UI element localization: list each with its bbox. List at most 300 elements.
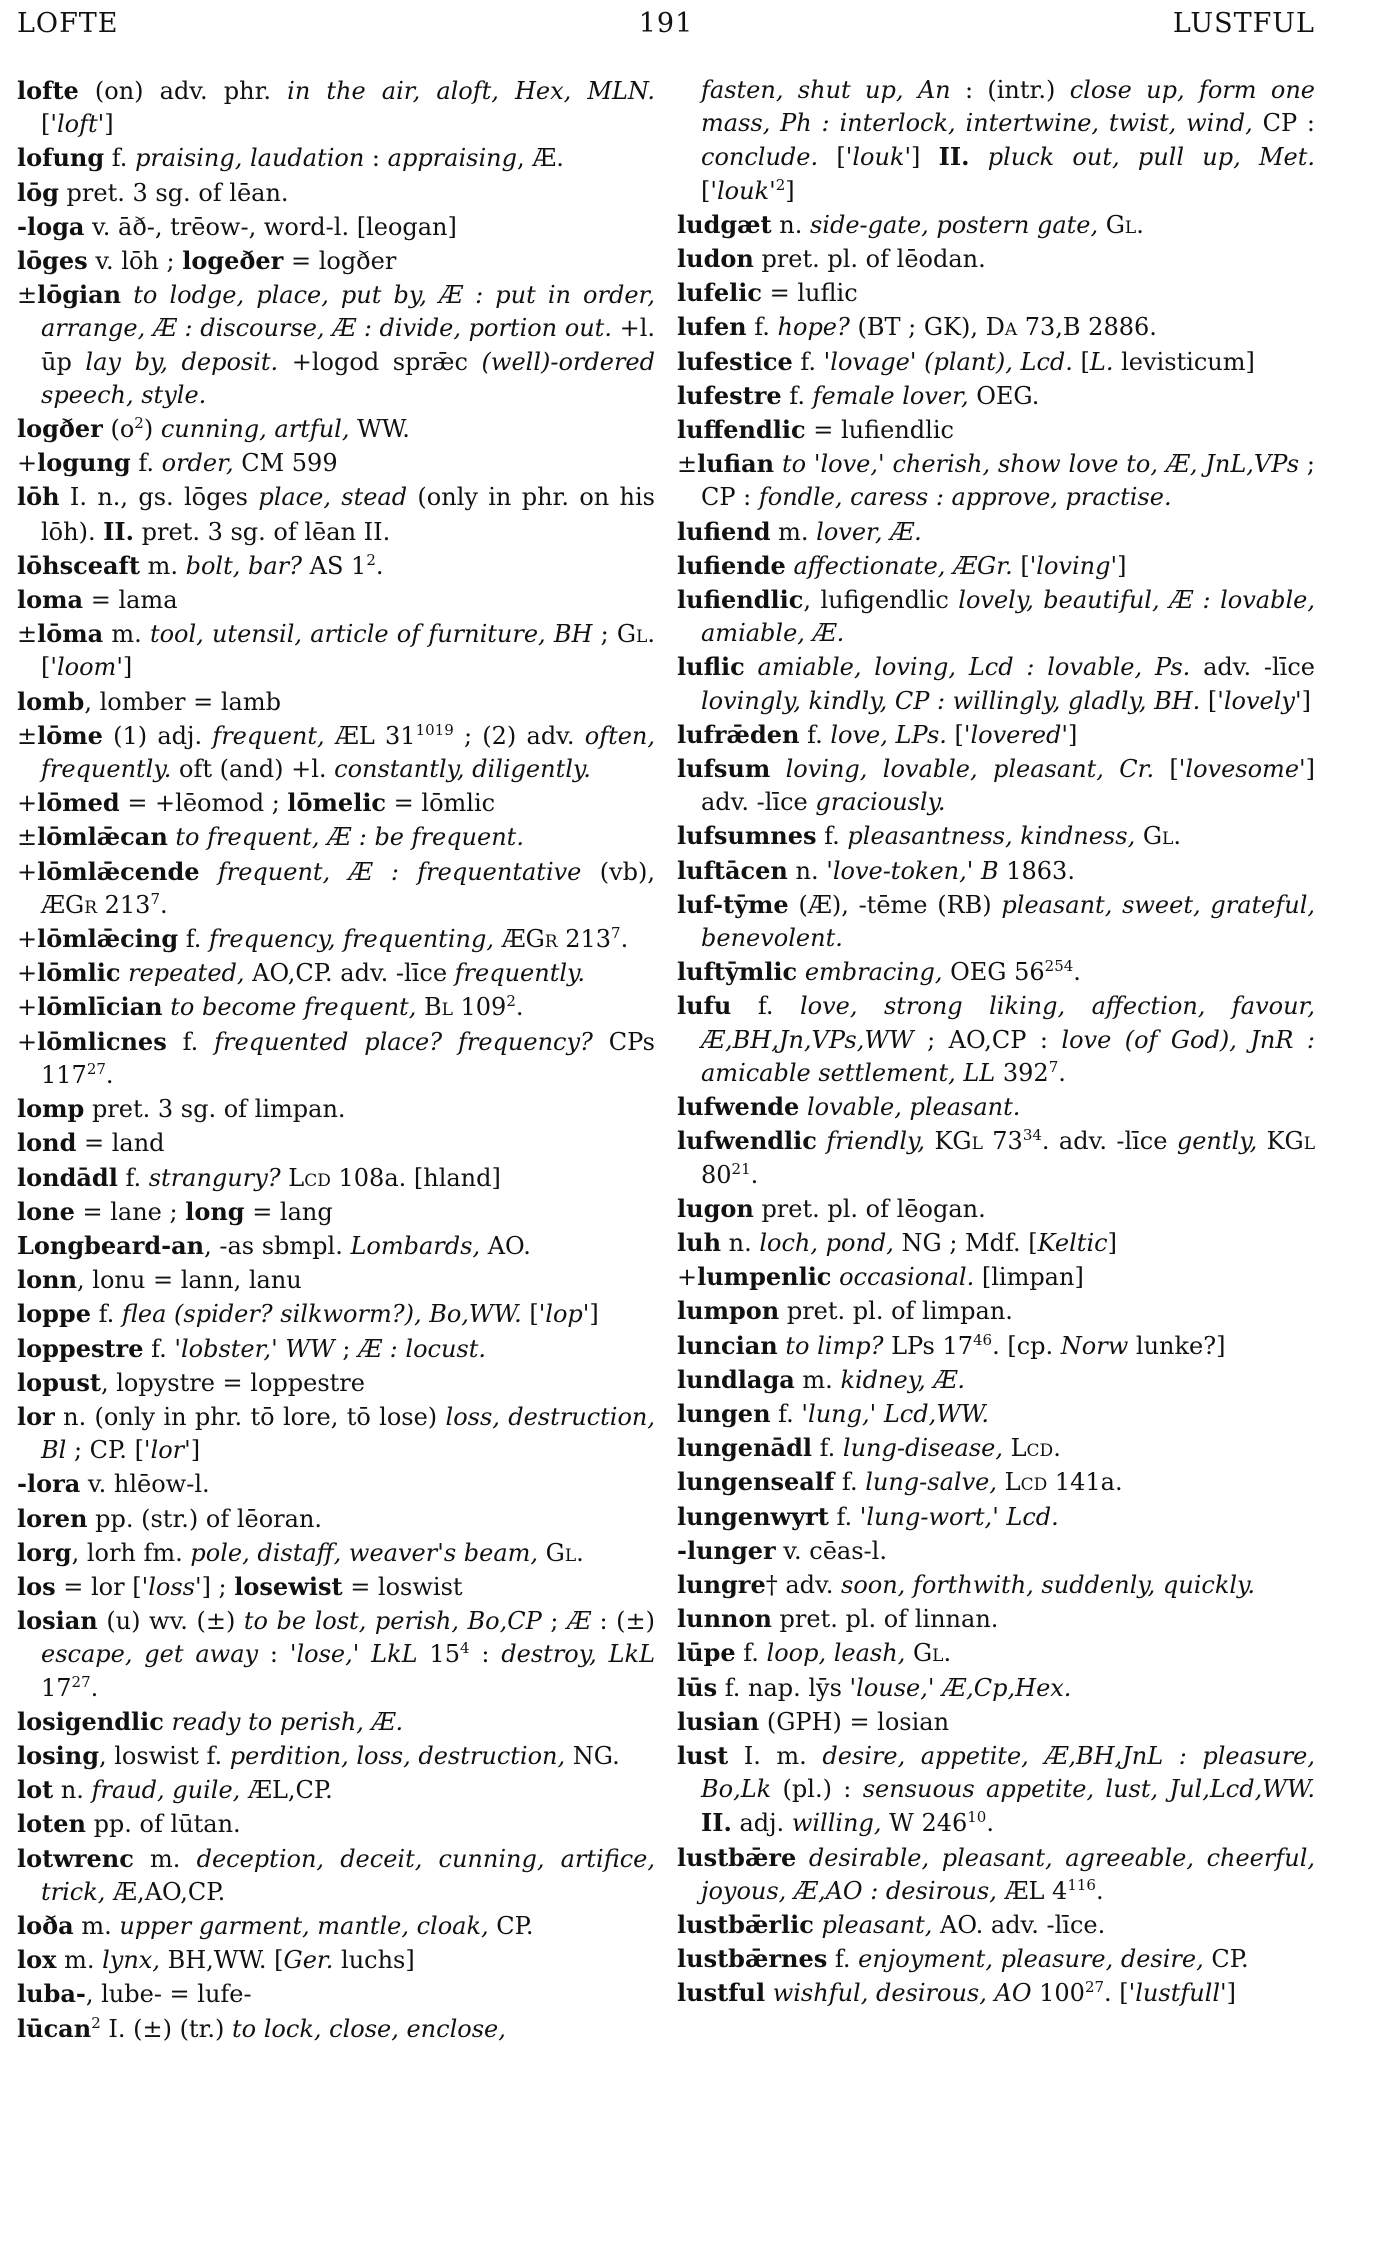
superscript-ref: 34 [1022, 1126, 1042, 1145]
entry-text [765, 1979, 773, 2007]
definition-italic: love, [820, 450, 879, 479]
headword: lorg [17, 1537, 72, 1567]
definition-italic: conclude. [701, 143, 819, 172]
definition-italic: love, strong liking, affection, favour, Æ,BH,Jn,VPs,WW [701, 992, 1316, 1054]
entry-text: 141a. [1047, 1468, 1123, 1497]
dictionary-entry [677, 1294, 1315, 1328]
headword: lotwrenc [17, 1843, 134, 1873]
dictionary-entry [17, 1467, 655, 1501]
dictionary-entry [17, 1773, 655, 1807]
entry-text: n. [771, 210, 810, 239]
source-smallcaps: l [636, 620, 648, 649]
headword: II. [938, 142, 970, 172]
entry-text: [' [818, 143, 853, 172]
headword: lōme [37, 720, 103, 750]
entry-text: v. āð-, trēow-, word-l. [leogan] [84, 212, 457, 241]
headword: lōhsceaft [17, 550, 140, 580]
definition-italic: loom [56, 653, 117, 682]
dictionary-entry [677, 515, 1315, 549]
headword: luffendlic [677, 415, 806, 445]
entry-text: [' [521, 1300, 546, 1329]
entry-text: B [416, 993, 442, 1022]
definition-italic: lobster, [180, 1334, 272, 1363]
definition-italic: escape, get away [41, 1640, 259, 1669]
dictionary-entry [677, 310, 1315, 344]
entry-text: 108a. [hland] [330, 1163, 501, 1192]
dictionary-entry [677, 989, 1315, 1090]
headword: -loga [17, 211, 85, 241]
dictionary-entry [677, 345, 1315, 379]
definition-italic: Æ : locust. [358, 1334, 487, 1363]
dictionary-entry [17, 1739, 655, 1773]
dictionary-entry [17, 74, 655, 141]
definition-italic: pole, distaff, weaver's beam, [190, 1538, 539, 1567]
entry-text: , lorh fm. [71, 1538, 191, 1567]
source-smallcaps: cd [1020, 1468, 1048, 1497]
entry-text: . [576, 1538, 584, 1567]
entry-text: ' [271, 1334, 286, 1363]
entry-text: ' [909, 347, 925, 376]
entry-text: 15 [417, 1640, 460, 1669]
entry-text: OEG. [968, 381, 1040, 410]
headword: lungensealf [677, 1467, 835, 1497]
headword: lōmlīcian [37, 992, 163, 1022]
headword: lōmelic [287, 788, 387, 818]
entry-text: . [750, 1160, 759, 1189]
definition-italic: often, frequently. [41, 721, 656, 784]
dictionary-entry [677, 1568, 1315, 1602]
entry-text: = loswist [342, 1572, 463, 1601]
headword: lunnon [677, 1604, 772, 1634]
entry-text: ; [334, 1334, 359, 1363]
headword: lufiendlic [677, 585, 804, 615]
dictionary-entry [17, 1297, 655, 1331]
entry-text: CP. [1203, 1945, 1249, 1974]
dictionary-entry [677, 718, 1315, 752]
superscript-ref: 46 [973, 1330, 993, 1349]
headword: lungenwyrt [677, 1501, 829, 1531]
entry-text: CP : [1252, 109, 1315, 138]
headword: lungen [677, 1398, 771, 1428]
definition-italic: L. [1089, 347, 1114, 376]
entry-text: (1) adj. [102, 721, 213, 750]
entry-text: , lomber = lamb [84, 687, 281, 716]
definition-italic: lustfull [1135, 1979, 1221, 2008]
definition-italic: gently, [1176, 1127, 1258, 1156]
dictionary-entry [677, 413, 1315, 447]
entry-text: f. ' [143, 1334, 181, 1363]
entry-text: . [160, 890, 168, 919]
entry-text: G [905, 1639, 933, 1668]
entry-text: = luflic [762, 279, 858, 308]
headword: loren [17, 1503, 88, 1533]
dictionary-entry [17, 1161, 655, 1195]
entry-text: ; [541, 1607, 567, 1636]
entry-text: WW. [349, 415, 410, 444]
definition-italic: tool, utensil, article of furniture, BH [149, 620, 593, 649]
entry-text: ; G [592, 620, 637, 649]
entry-text: (vb), ÆG [41, 857, 656, 919]
entry-text: . adv. -līce [1041, 1127, 1177, 1156]
headword: -lunger [677, 1535, 776, 1565]
entry-text: '] ; [194, 1572, 235, 1601]
entry-text: ' [869, 1399, 884, 1428]
definition-italic: to [781, 450, 807, 479]
entry-text: + [677, 1263, 698, 1292]
definition-italic: soon, forthwith, suddenly, quickly. [841, 1570, 1256, 1599]
dictionary-entry [677, 242, 1315, 276]
entry-text: 73,B 2886. [1017, 313, 1157, 342]
dictionary-entry [677, 1124, 1315, 1191]
entry-text: f. [827, 1945, 859, 1974]
source-smallcaps: l [932, 1639, 944, 1668]
definition-italic: frequent, Æ : frequentative [217, 857, 582, 886]
superscript-ref: 10 [967, 1808, 987, 1827]
definition-italic: Keltic [1037, 1228, 1108, 1257]
superscript-ref: 2 [506, 992, 516, 1011]
entry-text: 1863. [998, 856, 1075, 885]
definition-italic: lynx, [102, 1946, 160, 1975]
entry-text: m. [56, 1946, 103, 1975]
dictionary-entry [677, 1942, 1315, 1976]
headword: lōmlicnes [37, 1026, 167, 1056]
headword: lonn [17, 1265, 78, 1295]
entry-text: 73 [982, 1127, 1023, 1156]
dictionary-entry [17, 922, 655, 956]
entry-text: ± [17, 823, 38, 852]
entry-text: pret. 3 sg. of limpan. [84, 1095, 346, 1124]
source-smallcaps: l [441, 993, 453, 1022]
definition-italic: lovesome [1185, 755, 1300, 784]
dictionary-entry [17, 1332, 655, 1366]
entry-text: f. [731, 992, 800, 1021]
entry-text: '] adv. -līce [701, 755, 1315, 817]
definition-italic: willing, [791, 1809, 882, 1838]
superscript-ref: 254 [1044, 957, 1074, 976]
definition-italic: Ger. [283, 1946, 334, 1975]
entry-text: , Æ. [516, 144, 564, 173]
entry-text: (o [102, 415, 135, 444]
definition-italic: upper garment, mantle, cloak, [119, 1911, 489, 1940]
entry-text [969, 143, 987, 171]
entry-text: (pl.) : [771, 1775, 863, 1804]
definition-italic: bolt, bar? [185, 551, 302, 580]
entry-text: CM 599 [233, 449, 338, 478]
entry-text: '] [904, 143, 939, 172]
entry-text: I. m. [728, 1741, 823, 1770]
entry-text: f. [735, 1639, 767, 1668]
dictionary-entry [677, 447, 1315, 514]
definition-italic: lose, [296, 1640, 353, 1669]
entry-text: + [17, 857, 38, 886]
headword: lōma [37, 619, 104, 649]
entry-text: m. [770, 517, 817, 546]
definition-italic: pleasant, sweet, grateful, benevolent. [701, 890, 1315, 953]
superscript-ref: 7 [1048, 1057, 1059, 1076]
entry-text: L [280, 1163, 305, 1192]
dictionary-entry [677, 752, 1315, 819]
headword: loten [17, 1809, 86, 1839]
entry-text: lunke?] [1128, 1331, 1226, 1360]
entry-text: AO. [480, 1231, 531, 1260]
dictionary-entry [17, 210, 655, 244]
entry-text: AS 1 [302, 551, 367, 580]
entry-text: . [375, 551, 384, 580]
entry-text: 100 [1031, 1979, 1085, 2008]
definition-italic: cherish, show love to, Æ, JnL,VPs [892, 450, 1300, 479]
definition-italic: appraising [387, 144, 517, 173]
source-smallcaps: a [1004, 313, 1018, 342]
entry-text: f. ' [770, 1399, 809, 1428]
dictionary-entry [17, 1536, 655, 1570]
headword: II. [701, 1808, 732, 1838]
headword: lust [677, 1740, 729, 1770]
entry-text: v. lōh ; [87, 247, 183, 276]
definition-italic: loch, pond, [759, 1228, 894, 1257]
entry-text: = logðer [283, 247, 397, 276]
entry-text: [ [1072, 347, 1090, 376]
entry-text: f. ' [828, 1502, 867, 1531]
definition-italic: pluck out, pull up, Met. [987, 143, 1315, 172]
dictionary-entry [677, 1363, 1315, 1397]
page-number: 191 [638, 8, 694, 39]
definition-italic: kidney, Æ. [840, 1365, 965, 1394]
dictionary-entry [17, 2012, 655, 2046]
entry-text: m. [794, 1365, 841, 1394]
entry-text: 392 [995, 1058, 1049, 1087]
dictionary-entry [677, 1908, 1315, 1942]
entry-text: f. [781, 381, 813, 410]
dictionary-entry [17, 1195, 655, 1229]
dictionary-entry [17, 1842, 655, 1909]
headword: luftȳmlic [677, 957, 798, 987]
entry-text: , lube- = lufe- [85, 1980, 252, 2009]
entry-text: f. [130, 449, 162, 478]
entry-text: v. hlēow-l. [80, 1470, 210, 1499]
headword: londādl [17, 1162, 118, 1192]
definition-italic: pleasant, [821, 1910, 933, 1939]
definition-italic: to become frequent, [170, 993, 417, 1022]
definition-italic: deception, deceit, cunning, artifice, trick, [41, 1844, 656, 1906]
headword: II. [103, 516, 135, 546]
headword: lōh [17, 482, 60, 512]
definition-italic: loft [56, 110, 98, 139]
entry-text: = lang [244, 1197, 333, 1226]
entry-text: (only in phr. on his lōh). [41, 483, 655, 546]
definition-italic: LkL [371, 1640, 418, 1669]
headword: lufestice [677, 346, 793, 376]
entry-text: m. [139, 551, 186, 580]
dictionary-entry [17, 956, 655, 990]
entry-text: (Æ), -tēme (RB) [788, 890, 1002, 919]
dictionary-entry [17, 719, 655, 786]
dictionary-entry [677, 1226, 1315, 1260]
entry-text: LPs 17 [883, 1331, 974, 1360]
entry-text: (BT ; GK), D [849, 313, 1005, 342]
dictionary-entry [17, 583, 655, 617]
headword: lomb [17, 686, 85, 716]
entry-text: f. [117, 1163, 149, 1192]
dictionary-entry [17, 141, 655, 175]
superscript-ref: 2 [134, 414, 144, 433]
dictionary-entry [17, 1263, 655, 1297]
entry-text: pret. pl. of lēodan. [753, 245, 986, 274]
definition-italic: to limp? [785, 1331, 884, 1360]
source-smallcaps: l [1124, 210, 1137, 239]
entry-text: (on) adv. phr. [78, 77, 288, 105]
entry-text: [' [41, 110, 57, 139]
dictionary-entry [677, 276, 1315, 310]
definition-italic: to frequent, Æ : be frequent. [175, 823, 524, 852]
dictionary-entry [17, 685, 655, 719]
entry-text: f. ' [792, 347, 831, 376]
definition-italic: louk [852, 143, 905, 172]
entry-text: +l. ūp [41, 314, 655, 376]
entry-text: CPs 117 [41, 1027, 655, 1089]
definition-italic: love, LPs. [830, 720, 947, 749]
dictionary-entry [17, 1604, 655, 1705]
headword: -lora [17, 1469, 81, 1499]
dictionary-entry [677, 1329, 1315, 1363]
definition-italic: lovingly, kindly, CP : willingly, gladly, BH. [701, 686, 1201, 715]
dictionary-entry [17, 1025, 655, 1092]
entry-text: ± [17, 620, 38, 649]
entry-text: f. nap. lȳs ' [717, 1673, 857, 1702]
entry-text: 80 [701, 1160, 732, 1189]
headword: lond [17, 1128, 77, 1158]
headword: luflic [677, 652, 745, 682]
entry-text: NG ; Mdf. [ [893, 1228, 1038, 1257]
headword: lufwende [677, 1092, 800, 1122]
entry-text: AO,CP. adv. -līce [244, 959, 455, 988]
definition-italic: enjoyment, pleasure, desire, [858, 1945, 1204, 1974]
definition-italic: graciously. [815, 788, 946, 817]
dictionary-entry [677, 1431, 1315, 1465]
dictionary-entry [677, 1976, 1315, 2010]
headword: lungre [677, 1569, 766, 1599]
headword: lufiende [677, 550, 786, 580]
headword: loða [17, 1910, 74, 1940]
definition-italic: to be lost, perish, Bo,CP [243, 1607, 542, 1636]
entry-text: n. [721, 1228, 760, 1257]
entry-text: pret. pl. of lēogan. [753, 1194, 986, 1223]
superscript-ref: 4 [459, 1639, 470, 1658]
entry-text [164, 1708, 172, 1736]
entry-text: . [986, 1809, 994, 1838]
entry-text: luchs] [333, 1946, 415, 1975]
headword: lōmed [37, 788, 120, 818]
dictionary-entry [17, 820, 655, 854]
entry-text: . [943, 1639, 952, 1668]
entry-text: , lufigendlic [803, 586, 959, 615]
definition-italic: perdition, loss, destruction, [229, 1741, 566, 1770]
headword: lufrǣden [677, 719, 800, 749]
definition-italic: female lover, [812, 381, 969, 410]
entry-text: BH,WW. [ [159, 1946, 284, 1975]
entry-text: + [17, 449, 38, 478]
entry-text: 17 [41, 1673, 72, 1702]
headword: lūpe [677, 1638, 736, 1668]
dictionary-entry [17, 1807, 655, 1841]
superscript-ref: 116 [1067, 1875, 1096, 1894]
entry-text: pret. 3 sg. of lēan. [58, 178, 289, 207]
definition-italic: love (of God), JnR : amicable settlement, LL [701, 1025, 1315, 1087]
entry-text: levisticum] [1113, 347, 1255, 376]
entry-text: , loswist f. [98, 1741, 230, 1770]
entry-text: ' [966, 856, 981, 885]
dictionary-entry [17, 990, 655, 1024]
definition-italic: fondle, caress : approve, practise. [758, 483, 1172, 512]
entry-text: ' [927, 1673, 943, 1702]
entry-text: f. [746, 313, 778, 342]
entry-text: + [17, 993, 38, 1022]
headword: lufelic [677, 278, 763, 308]
definition-italic: sensuous appetite, lust, Jul,Lcd,WW. [862, 1775, 1316, 1804]
dictionary-entry [17, 1705, 655, 1739]
definition-italic: louse, [856, 1673, 928, 1702]
definition-italic: fasten, shut up, An [701, 76, 951, 104]
entry-text: CP. [488, 1911, 534, 1940]
headword: luf-tȳme [677, 889, 789, 919]
entry-text: † adv. [765, 1570, 841, 1599]
dictionary-entry [17, 1229, 655, 1263]
dictionary-entry [17, 1400, 655, 1467]
dictionary-entry [677, 583, 1315, 650]
entry-text: n. (only in phr. tō lore, tō lose) [54, 1402, 446, 1431]
page-header [17, 8, 1315, 48]
dictionary-entry [17, 1092, 655, 1126]
entry-text: , lonu = lann, lanu [77, 1266, 302, 1295]
entry-text: NG. [565, 1741, 620, 1770]
dictionary-entry [17, 1977, 655, 2011]
definition-italic: lovely, beautiful, Æ : lovable, amiable, Æ. [701, 586, 1315, 648]
entry-text: : ' [258, 1640, 297, 1669]
headword: loppe [17, 1299, 91, 1329]
headword: luftācen [677, 855, 788, 885]
entry-text: + [17, 959, 38, 988]
entry-text: ; (2) adv. [453, 721, 585, 750]
source-smallcaps: cd [304, 1163, 331, 1192]
definition-italic: lovable, pleasant. [806, 1093, 1021, 1122]
superscript-ref: 2 [775, 175, 786, 194]
entry-text: 109 [452, 993, 507, 1022]
headword: lōmlic [37, 958, 121, 988]
entry-text: f. [834, 1468, 866, 1497]
headword: lot [17, 1775, 54, 1805]
superscript-ref: 1019 [415, 720, 454, 739]
entry-text [770, 755, 785, 783]
headword: Longbeard-an [17, 1230, 205, 1260]
headword: lūs [677, 1672, 718, 1702]
definition-italic: lung-wort, [866, 1502, 993, 1531]
entry-text: ' [806, 450, 821, 479]
dictionary-entry [677, 1500, 1315, 1534]
dictionary-entry [677, 819, 1315, 853]
entry-text: f. [811, 1434, 843, 1463]
entry-continuation [677, 74, 1315, 208]
definition-italic: lovage [830, 347, 910, 376]
entry-text: '] [184, 1436, 201, 1465]
headword: logðer [17, 414, 103, 444]
definition-italic: Norw [1060, 1331, 1129, 1360]
headword: lofte [17, 76, 79, 105]
entry-text [121, 281, 133, 309]
definition-italic: lover, Æ. [816, 517, 922, 546]
dictionary-entry [17, 1909, 655, 1943]
headword: lundlaga [677, 1364, 795, 1394]
entry-text: m. [73, 1911, 120, 1940]
entry-text: ] [1107, 1228, 1117, 1257]
